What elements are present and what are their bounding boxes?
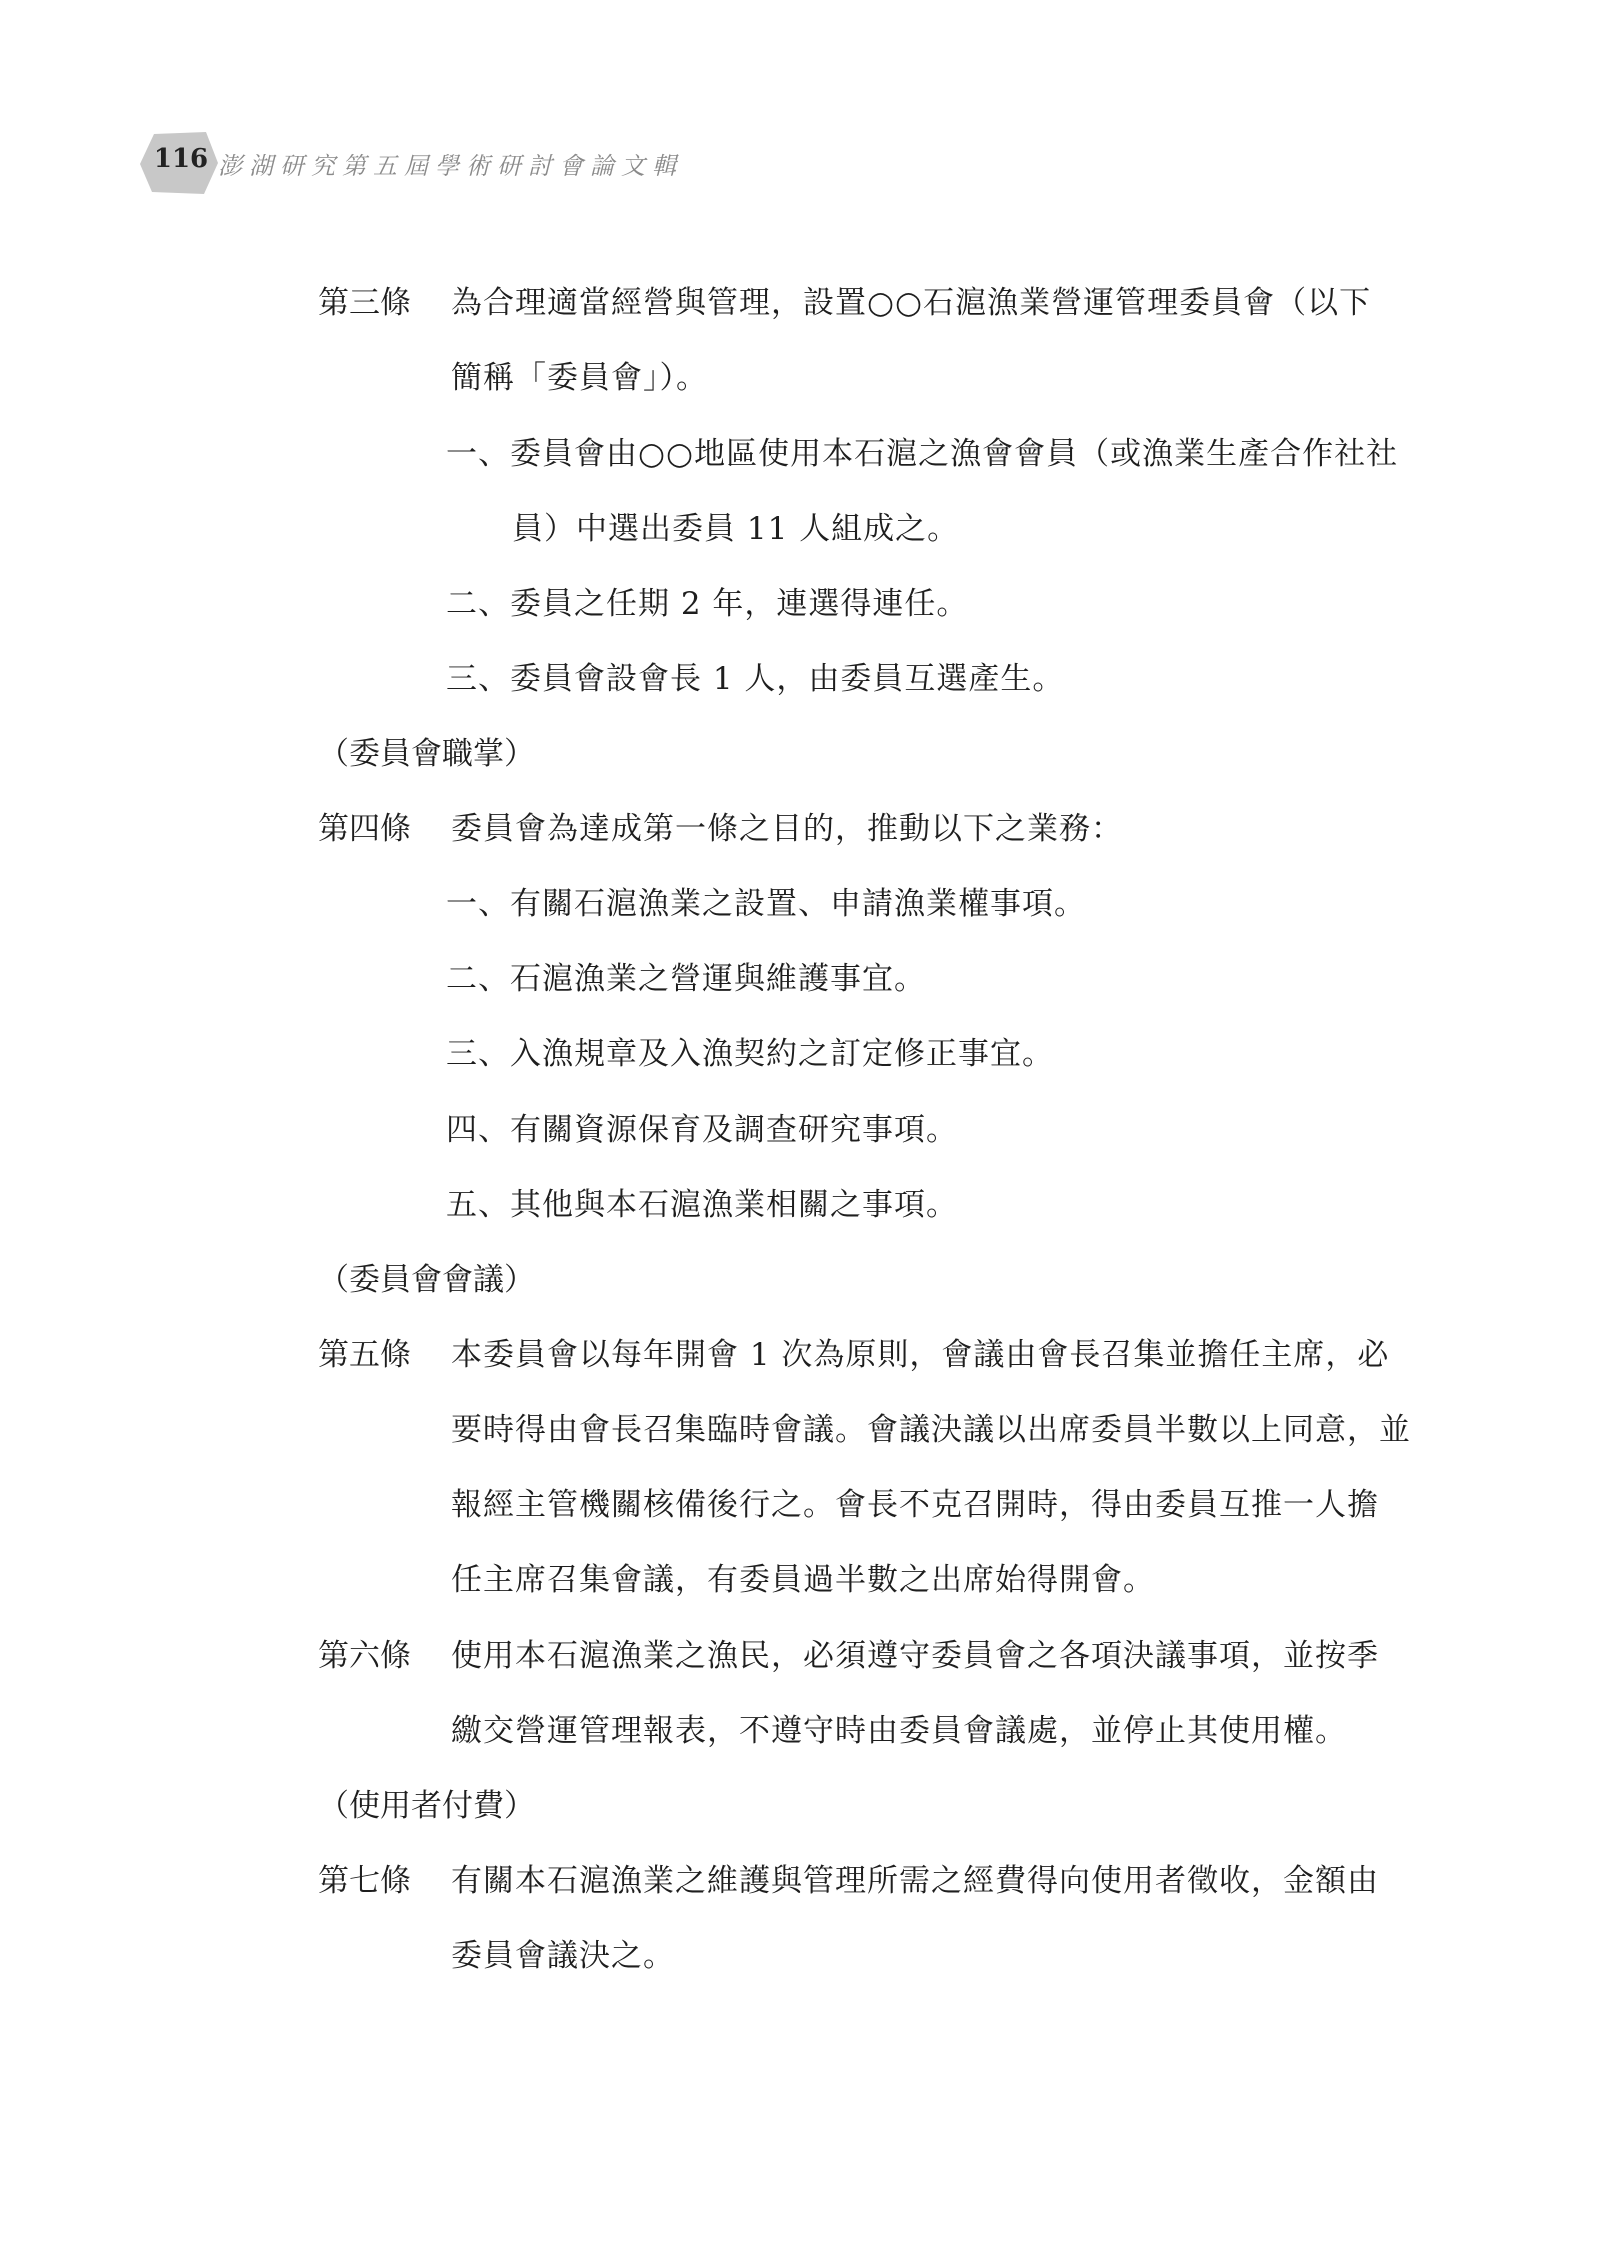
article-4-item-3: 三、入漁規章及入漁契約之訂定修正事宜。 xyxy=(446,1036,1054,1072)
article-5-line-1: 本委員會以每年開會 1 次為原則，會議由會長召集並擔任主席，必 xyxy=(451,1337,1390,1373)
article-4-line-1: 委員會為達成第一條之目的，推動以下之業務： xyxy=(451,811,1123,847)
page-number: 116 xyxy=(153,144,209,174)
article-5-line-3: 報經主管機關核備後行之。會長不克召開時，得由委員互推一人擔 xyxy=(451,1487,1379,1523)
heading-committee-duties: （委員會職掌） xyxy=(318,736,535,772)
article-5-label: 第五條 xyxy=(318,1337,411,1373)
article-4-label: 第四條 xyxy=(318,811,411,847)
article-6-line-2: 繳交營運管理報表，不遵守時由委員會議處，並停止其使用權。 xyxy=(451,1713,1347,1749)
article-7-line-2: 委員會議決之。 xyxy=(451,1938,675,1974)
article-3-item-3: 三、委員會設會長 1 人，由委員互選產生。 xyxy=(446,661,1065,697)
article-4-item-2: 二、石滬漁業之營運與維護事宜。 xyxy=(446,961,926,997)
article-7-line-1: 有關本石滬漁業之維護與管理所需之經費得向使用者徵收，金額由 xyxy=(451,1863,1379,1899)
article-3-item-1-line-2: 員）中選出委員 11 人組成之。 xyxy=(512,511,960,547)
article-3-item-1-line-1: 一、委員會由○○地區使用本石滬之漁會會員（或漁業生產合作社社 xyxy=(446,436,1399,472)
page-number-badge xyxy=(140,130,218,196)
article-4-item-4: 四、有關資源保育及調查研究事項。 xyxy=(446,1112,958,1148)
heading-user-fee: （使用者付費） xyxy=(318,1788,535,1824)
heading-committee-meeting: （委員會會議） xyxy=(318,1262,535,1298)
article-5-line-2: 要時得由會長召集臨時會議。會議決議以出席委員半數以上同意，並 xyxy=(451,1412,1411,1448)
journal-title: 澎湖研究第五屆學術研討會論文輯 xyxy=(218,152,683,180)
article-3-item-2: 二、委員之任期 2 年，連選得連任。 xyxy=(446,586,969,622)
article-6-label: 第六條 xyxy=(318,1638,411,1674)
article-4-item-1: 一、有關石滬漁業之設置、申請漁業權事項。 xyxy=(446,886,1086,922)
article-3-label: 第三條 xyxy=(318,285,411,321)
article-3-line-1: 為合理適當經營與管理，設置○○石滬漁業營運管理委員會（以下 xyxy=(451,285,1372,321)
page-header xyxy=(140,130,740,196)
article-6-line-1: 使用本石滬漁業之漁民，必須遵守委員會之各項決議事項，並按季 xyxy=(451,1638,1379,1674)
article-3-line-2: 簡稱「委員會」）。 xyxy=(451,360,708,396)
article-5-line-4: 任主席召集會議，有委員過半數之出席始得開會。 xyxy=(451,1562,1155,1598)
article-7-label: 第七條 xyxy=(318,1863,411,1899)
article-4-item-5: 五、其他與本石滬漁業相關之事項。 xyxy=(446,1187,958,1223)
